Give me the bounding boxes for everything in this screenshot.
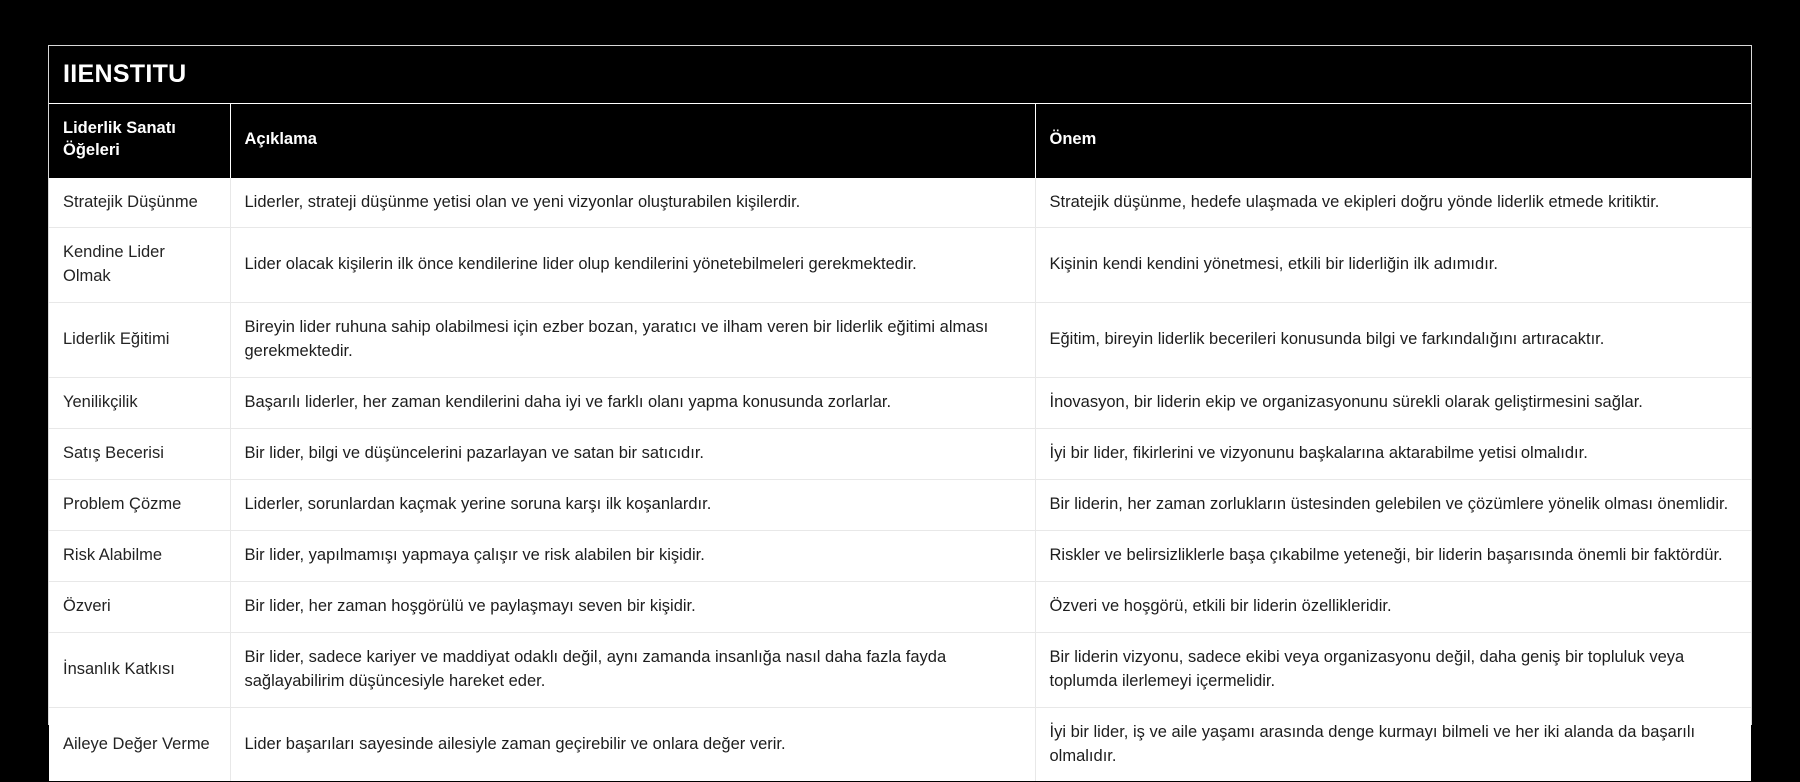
table-row <box>49 178 1751 228</box>
cell-description: Lider olacak kişilerin ilk önce kendilerine lider olup kendilerini yönetebilmeleri gerekmektedir. <box>230 228 1035 303</box>
cell-importance: Bir liderin vizyonu, sadece ekibi veya organizasyonu değil, daha geniş bir topluluk veya toplumda ilerlemeyi içermelidir. <box>1035 632 1751 707</box>
table-row <box>49 581 1751 632</box>
cell-item: Stratejik Düşünme <box>49 178 230 228</box>
cell-importance: İyi bir lider, fikirlerini ve vizyonunu başkalarına aktarabilme yetisi olmalıdır. <box>1035 429 1751 480</box>
column-header-importance <box>1035 104 1751 178</box>
cell-item: Özveri <box>49 581 230 632</box>
cell-description: Bir lider, bilgi ve düşüncelerini pazarlayan ve satan bir satıcıdır. <box>230 429 1035 480</box>
column-header-description <box>230 104 1035 178</box>
cell-description: Bir lider, her zaman hoşgörülü ve paylaşmayı seven bir kişidir. <box>230 581 1035 632</box>
table-row <box>49 479 1751 530</box>
cell-importance: Bir liderin, her zaman zorlukların üstesinden gelebilen ve çözümlere yönelik olması önemlidir. <box>1035 479 1751 530</box>
table-scroll-region <box>49 104 1751 781</box>
cell-importance: Riskler ve belirsizliklerle başa çıkabilme yeteneği, bir liderin başarısında önemli bir faktördür. <box>1035 530 1751 581</box>
cell-importance: Özveri ve hoşgörü, etkili bir liderin özellikleridir. <box>1035 581 1751 632</box>
cell-item: Kendine Lider Olmak <box>49 228 230 303</box>
table-row <box>49 378 1751 429</box>
cell-item: Yenilikçilik <box>49 378 230 429</box>
cell-item: Liderlik Eğitimi <box>49 303 230 378</box>
table-body <box>49 178 1751 782</box>
cell-importance: İyi bir lider, iş ve aile yaşamı arasında denge kurmayı bilmeli ve her iki alanda da başarılı olmalıdır. <box>1035 707 1751 781</box>
cell-description: Lider başarıları sayesinde ailesiyle zaman geçirebilir ve onlara değer verir. <box>230 707 1035 781</box>
column-header-item-line-2: Öğeleri <box>63 140 120 159</box>
cell-importance: Kişinin kendi kendini yönetmesi, etkili bir liderliğin ilk adımıdır. <box>1035 228 1751 303</box>
table-row <box>49 632 1751 707</box>
table-row <box>49 228 1751 303</box>
table-row <box>49 530 1751 581</box>
column-header-item <box>49 104 230 178</box>
cell-item: Satış Becerisi <box>49 429 230 480</box>
cell-importance: İnovasyon, bir liderin ekip ve organizasyonunu sürekli olarak geliştirmesini sağlar. <box>1035 378 1751 429</box>
cell-importance: Eğitim, bireyin liderlik becerileri konusunda bilgi ve farkındalığını artıracaktır. <box>1035 303 1751 378</box>
cell-description: Bir lider, sadece kariyer ve maddiyat odaklı değil, aynı zamanda insanlığa nasıl daha fazla fayda sağlayabilirim düşüncesiyle hareket eder. <box>230 632 1035 707</box>
table-row <box>49 303 1751 378</box>
column-header-item-line-1: Liderlik Sanatı <box>63 119 176 137</box>
cell-item: Aileye Değer Verme <box>49 707 230 781</box>
table-row <box>49 707 1751 781</box>
table-header-row <box>49 104 1751 178</box>
brand-bar <box>49 46 1751 104</box>
cell-description: Liderler, sorunlardan kaçmak yerine soruna karşı ilk koşanlardır. <box>230 479 1035 530</box>
cell-description: Bir lider, yapılmamışı yapmaya çalışır ve risk alabilen bir kişidir. <box>230 530 1035 581</box>
cell-item: İnsanlık Katkısı <box>49 632 230 707</box>
leadership-table-card <box>48 45 1752 765</box>
brand-logo: IIENSTITU <box>63 60 187 88</box>
column-header-description-label: Açıklama <box>244 129 317 148</box>
table-head <box>49 104 1751 178</box>
cell-item: Problem Çözme <box>49 479 230 530</box>
cell-description: Başarılı liderler, her zaman kendilerini daha iyi ve farklı olanı yapma konusunda zorlarlar. <box>230 378 1035 429</box>
cell-description: Liderler, strateji düşünme yetisi olan ve yeni vizyonlar oluşturabilen kişilerdir. <box>230 178 1035 228</box>
cell-item: Risk Alabilme <box>49 530 230 581</box>
cell-description: Bireyin lider ruhuna sahip olabilmesi için ezber bozan, yaratıcı ve ilham veren bir liderlik eğitimi alması gerekmektedir. <box>230 303 1035 378</box>
cell-importance: Stratejik düşünme, hedefe ulaşmada ve ekipleri doğru yönde liderlik etmede kritiktir. <box>1035 178 1751 228</box>
column-header-importance-label: Önem <box>1049 129 1097 148</box>
leadership-table <box>49 104 1751 781</box>
table-row <box>49 429 1751 480</box>
